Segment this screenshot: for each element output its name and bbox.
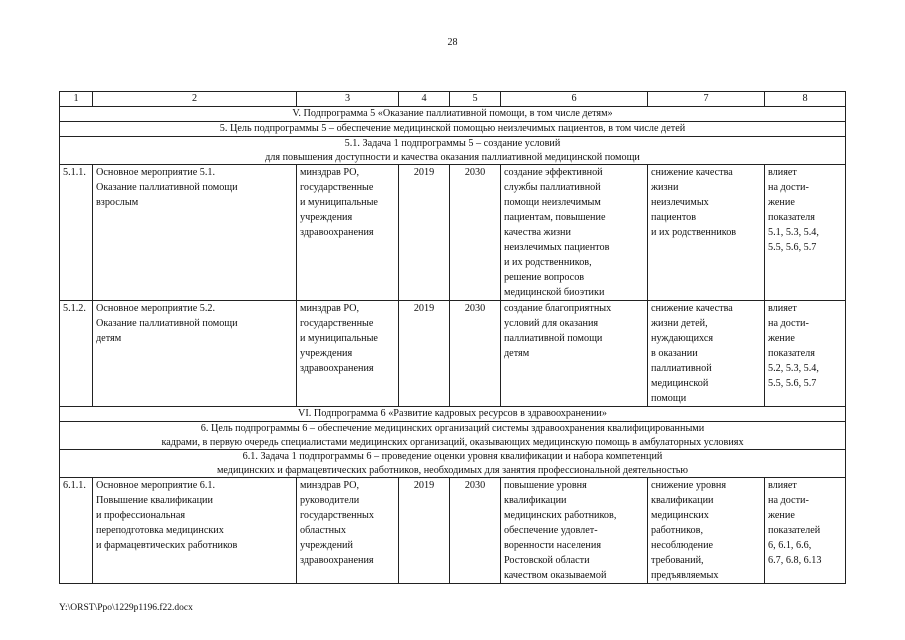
start-year: 2019 [399, 301, 450, 407]
header-cell: 2 [93, 92, 297, 107]
subprogram5-task [60, 137, 846, 165]
row-number: 5.1.2. [60, 301, 93, 407]
header-cell: 7 [648, 92, 765, 107]
table-row [60, 301, 846, 407]
subprogram6-task-line2: медицинских и фармацевтических работников, необходимых для занятия профессиональной деятельностью [216, 464, 689, 476]
end-year: 2030 [450, 301, 501, 407]
expected-result: повышение уровня квалификации медицинских работников, обеспечение удовлет- воренности населения Ростовской области качеством оказываемой [501, 478, 648, 584]
row-number: 6.1.1. [60, 478, 93, 584]
end-year: 2030 [450, 165, 501, 301]
header-cell: 3 [297, 92, 399, 107]
subprogram6-task-line1: 6.1. Задача 1 подпрограммы 6 – проведение оценки уровня квалификации и набора компетенций [242, 451, 663, 462]
indicator-link: влияет на дости- жение показателя 5.1, 5.3, 5.4, 5.5, 5.6, 5.7 [765, 165, 846, 301]
subprogram5-goal: 5. Цель подпрограммы 5 – обеспечение медицинской помощью неизлечимых пациентов, в том числе детей [60, 122, 846, 137]
subprogram5-title: V. Подпрограмма 5 «Оказание паллиативной помощи, в том числе детям» [60, 107, 846, 122]
header-cell: 5 [450, 92, 501, 107]
end-year: 2030 [450, 478, 501, 584]
expected-result: создание благоприятных условий для оказания паллиативной помощи детям [501, 301, 648, 407]
footer-file-path: Y:\ORST\Ppo\1229p1196.f22.docx [59, 603, 193, 613]
header-cell: 6 [501, 92, 648, 107]
expected-result: создание эффективной службы паллиативной помощи неизлечимым пациентам, повышение качества жизни неизлечимых пациентов и их родственников, решение вопросов медицинской биоэтики [501, 165, 648, 301]
measure-name: Основное мероприятие 6.1. Повышение квалификации и профессиональная переподготовка медицинских и фармацевтических работников [93, 478, 297, 584]
executor: минздрав РО, государственные и муниципальные учреждения здравоохранения [297, 301, 399, 407]
header-row [60, 92, 846, 107]
consequence: снижение уровня квалификации медицинских работников, несоблюдение требований, предъявляемых [648, 478, 765, 584]
start-year: 2019 [399, 478, 450, 584]
consequence: снижение качества жизни детей, нуждающихся в оказании паллиативной медицинской помощи [648, 301, 765, 407]
subprogram6-goal-line2: кадрами, в первую очередь специалистами медицинских организаций, оказывающих медицинскую помощь в амбулаторных условиях [161, 436, 744, 448]
subprogram6-goal [60, 422, 846, 450]
measure-name: Основное мероприятие 5.1. Оказание паллиативной помощи взрослым [93, 165, 297, 301]
subprogram5-task-line2: для повышения доступности и качества оказания паллиативной медицинской помощи [265, 151, 640, 163]
page-number: 28 [447, 37, 458, 48]
header-cell: 8 [765, 92, 846, 107]
executor: минздрав РО, руководители государственных областных учреждений здравоохранения [297, 478, 399, 584]
indicator-link: влияет на дости- жение показателей 6, 6.1, 6.6, 6.7, 6.8, 6.13 [765, 478, 846, 584]
measures-table [59, 91, 846, 584]
executor: минздрав РО, государственные и муниципальные учреждения здравоохранения [297, 165, 399, 301]
subprogram6-title: VI. Подпрограмма 6 «Развитие кадровых ресурсов в здравоохранении» [60, 407, 846, 422]
subprogram5-task-line1: 5.1. Задача 1 подпрограммы 5 – создание условий [344, 138, 561, 149]
consequence: снижение качества жизни неизлечимых пациентов и их родственников [648, 165, 765, 301]
indicator-link: влияет на дости- жение показателя 5.2, 5.3, 5.4, 5.5, 5.6, 5.7 [765, 301, 846, 407]
subprogram6-task [60, 450, 846, 478]
start-year: 2019 [399, 165, 450, 301]
subprogram6-goal-line1: 6. Цель подпрограммы 6 – обеспечение медицинских организаций системы здравоохранения квалифицированными [200, 423, 705, 434]
table-row [60, 165, 846, 301]
measure-name: Основное мероприятие 5.2. Оказание паллиативной помощи детям [93, 301, 297, 407]
row-number: 5.1.1. [60, 165, 93, 301]
header-cell: 4 [399, 92, 450, 107]
header-cell: 1 [60, 92, 93, 107]
table-row [60, 478, 846, 584]
